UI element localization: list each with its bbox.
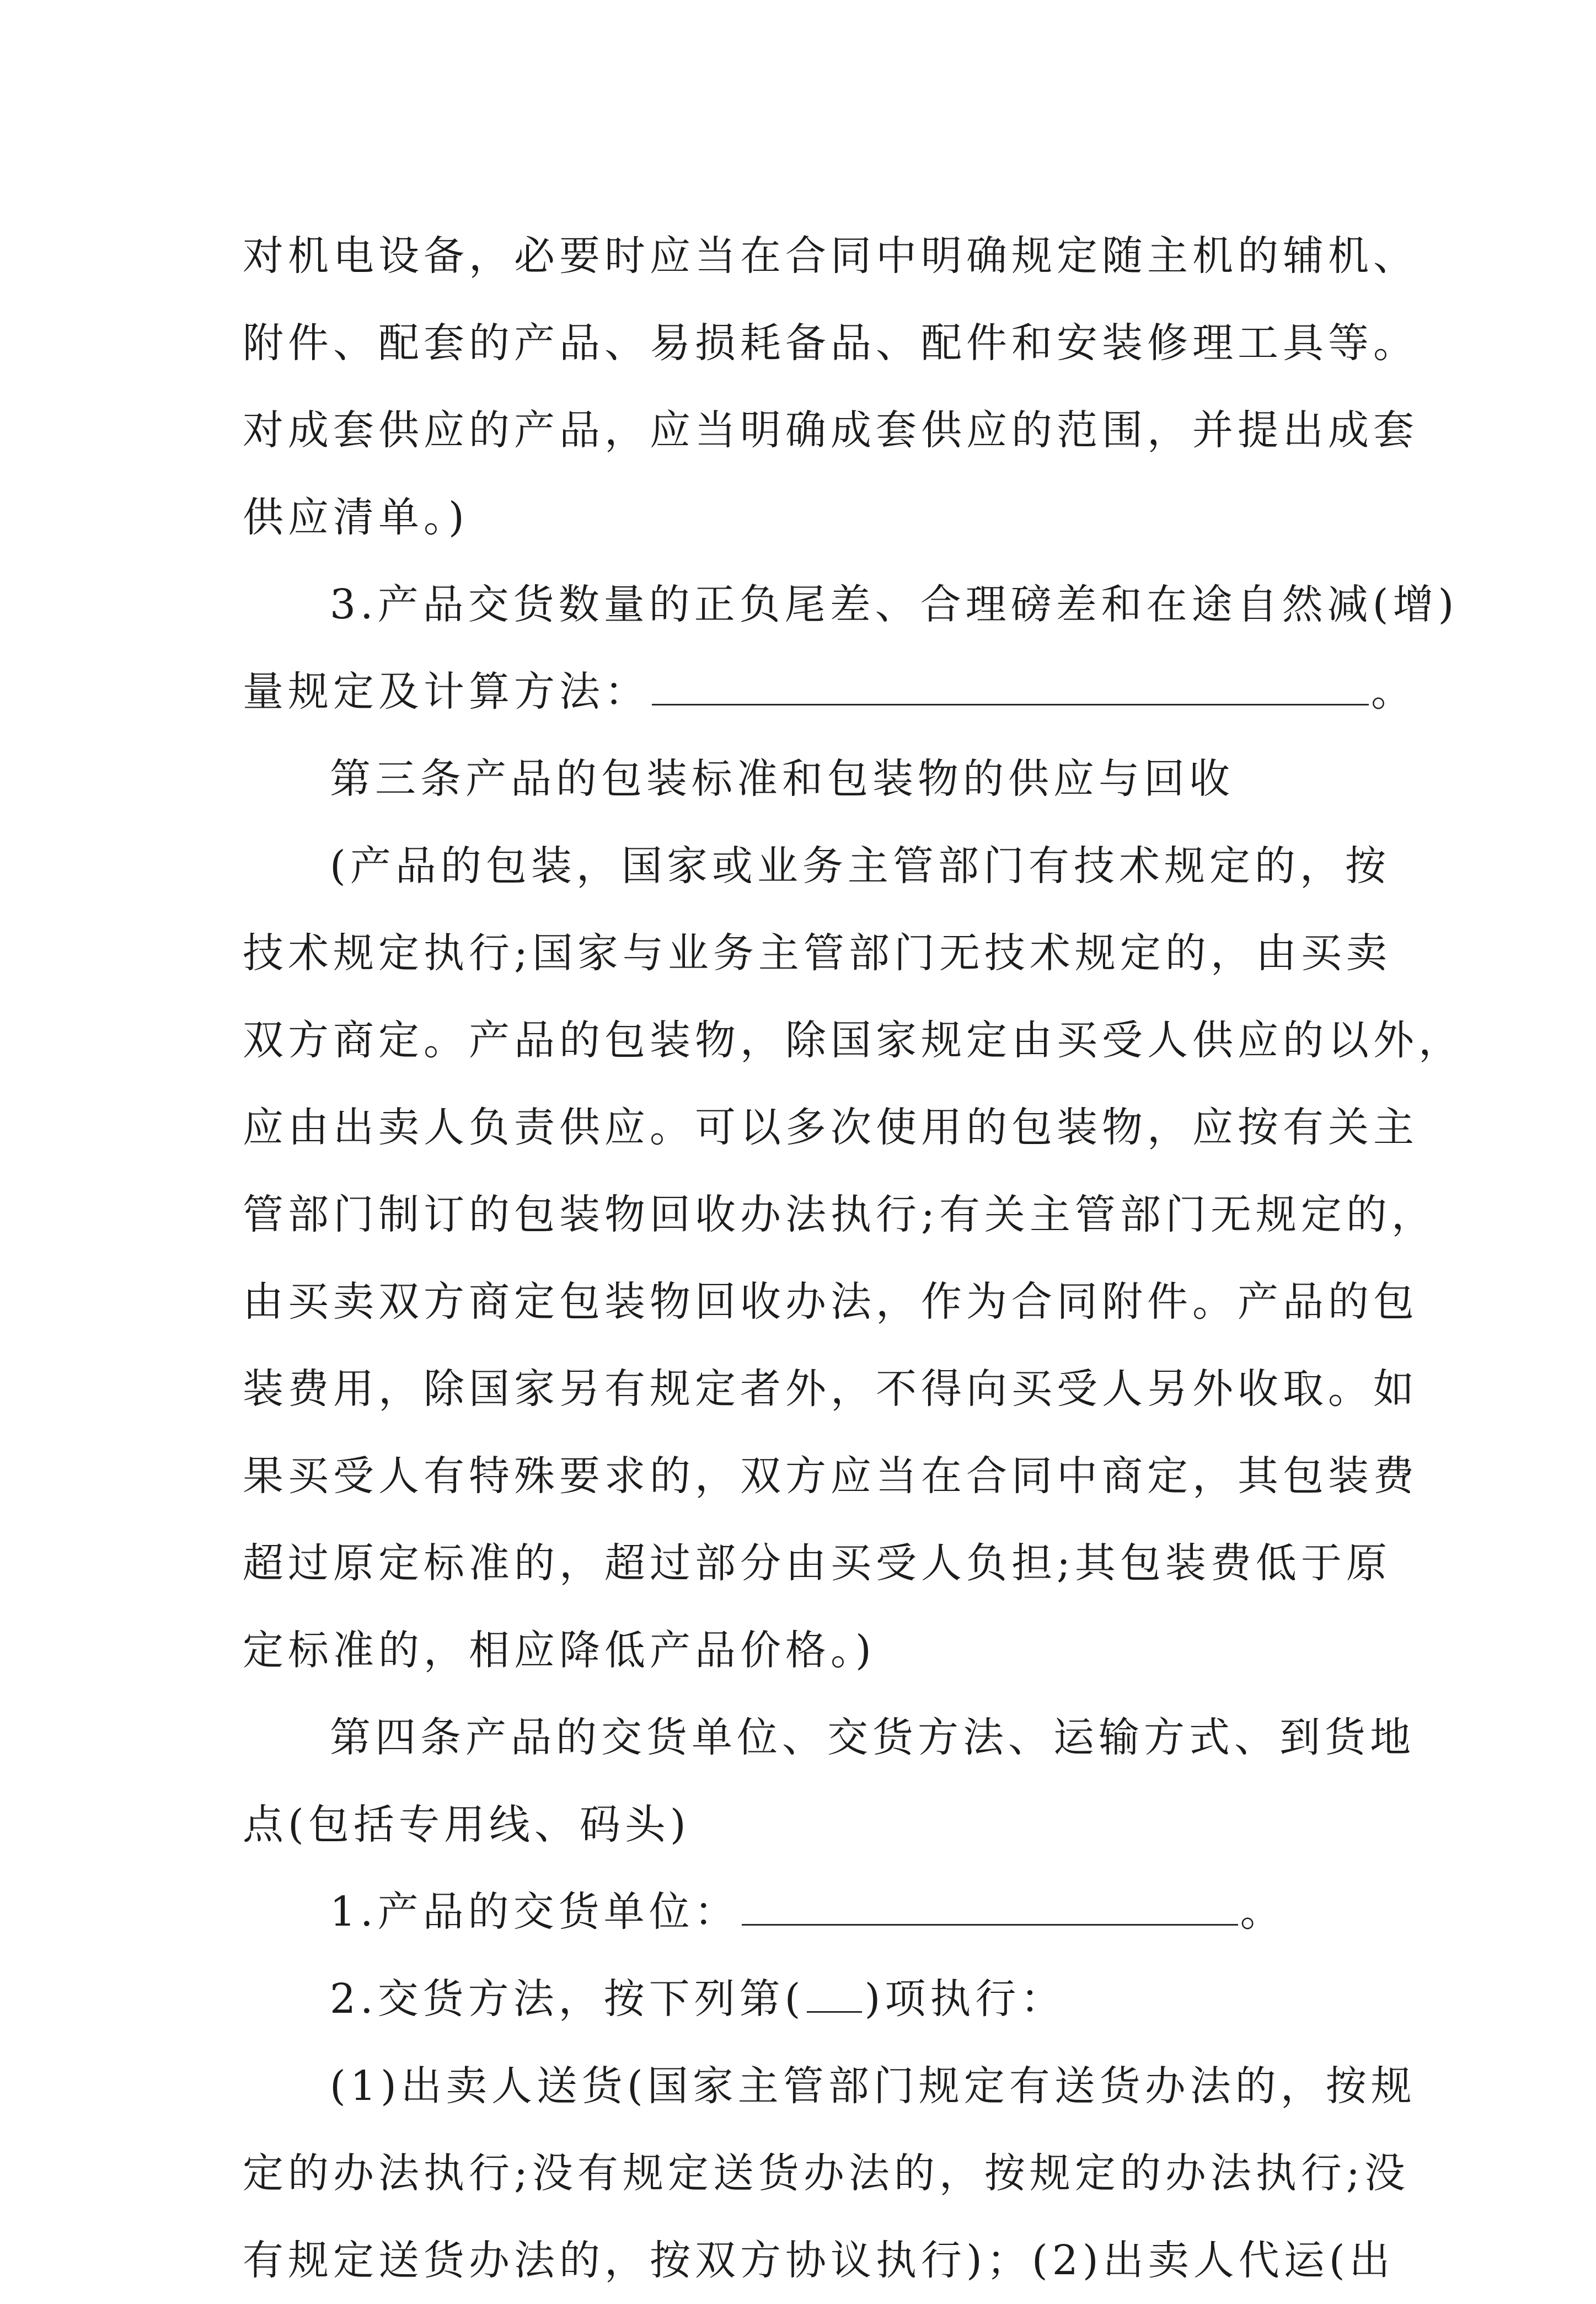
text-line: 3.产品交货数量的正负尾差、合理磅差和在途自然减(增) — [330, 581, 1459, 628]
section-heading: 第四条产品的交货单位、交货方法、运输方式、到货地 — [330, 1714, 1415, 1761]
text-line: 管部门制订的包装物回收办法执行;有关主管部门无规定的， — [243, 1191, 1437, 1238]
text-line: 供应清单。) — [243, 494, 469, 541]
text-fragment: 2.交货方法，按下列第( — [330, 1975, 805, 2023]
text-line-with-blank — [243, 1955, 1379, 2043]
text-line: 双方商定。产品的包装物，除国家规定由买受人供应的以外， — [243, 1017, 1464, 1064]
text-line: 技术规定执行;国家与业务主管部门无技术规定的，由买卖 — [243, 929, 1391, 977]
text-line: 定的办法执行;没有规定送货办法的，按规定的办法执行;没 — [243, 2150, 1410, 2197]
fill-in-blank[interactable] — [807, 1976, 862, 2013]
text-fragment: 。 — [1371, 668, 1416, 715]
text-line: 附件、配套的产品、易损耗备品、配件和安装修理工具等。 — [243, 319, 1418, 367]
text-fragment: 1.产品的交货单位： — [330, 1888, 740, 1936]
text-line: 应由出卖人负责供应。可以多次使用的包装物，应按有关主 — [243, 1104, 1418, 1151]
text-line: 果买受人有特殊要求的，双方应当在合同中商定，其包装费 — [243, 1452, 1418, 1500]
text-line: 有规定送货办法的，按双方协议执行)；(2)出卖人代运(出 — [243, 2237, 1395, 2284]
text-line: 点(包括专用线、码头) — [243, 1801, 690, 1848]
text-line: 由买卖双方商定包装物回收办法，作为合同附件。产品的包 — [243, 1278, 1418, 1325]
text-line: 超过原定标准的，超过部分由买受人负担;其包装费低于原 — [243, 1539, 1391, 1587]
text-line: 装费用，除国家另有规定者外，不得向买受人另外收取。如 — [243, 1365, 1418, 1413]
text-line: 对成套供应的产品，应当明确成套供应的范围，并提出成套 — [243, 407, 1418, 454]
text-fragment: 。 — [1240, 1888, 1286, 1936]
section-heading: 第三条产品的包装标准和包装物的供应与回收 — [330, 755, 1234, 803]
text-fragment: 量规定及计算方法： — [243, 668, 650, 715]
fill-in-blank[interactable] — [652, 669, 1369, 705]
text-line: 对机电设备，必要时应当在合同中明确规定随主机的辅机、 — [243, 232, 1418, 280]
fill-in-blank[interactable] — [742, 1889, 1238, 1926]
text-line-with-blank — [243, 648, 1416, 735]
text-line: 定标准的，相应降低产品价格。) — [243, 1627, 876, 1674]
text-line: (产品的包装，国家或业务主管部门有技术规定的，按 — [330, 842, 1390, 890]
text-line: (1)出卖人送货(国家主管部门规定有送货办法的，按规 — [330, 2062, 1416, 2110]
text-fragment: )项执行： — [864, 1975, 1066, 2023]
document-body — [243, 212, 1464, 2304]
text-line-with-blank — [243, 1868, 1379, 1955]
